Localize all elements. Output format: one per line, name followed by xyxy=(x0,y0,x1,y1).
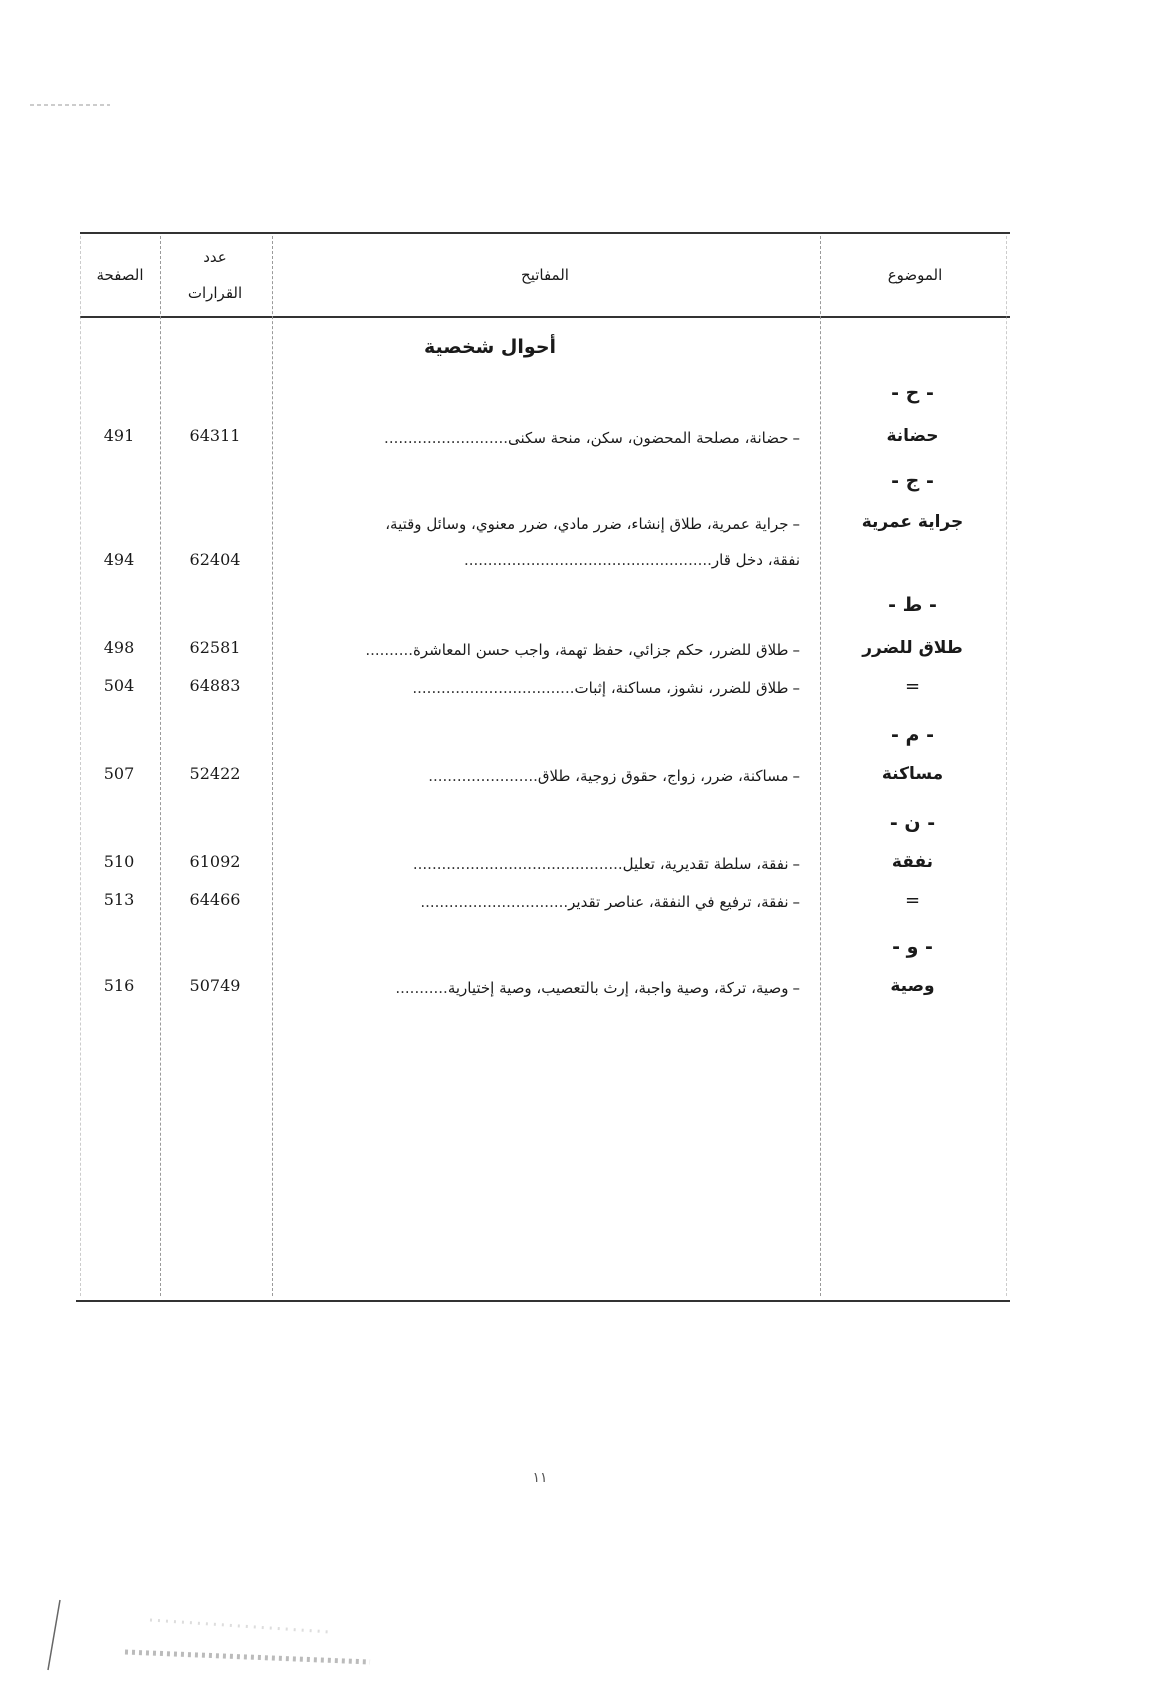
letter-heading: - ح - xyxy=(891,382,934,404)
leader-dots: ............................... xyxy=(420,893,569,911)
leader-dots: ....................... xyxy=(428,767,538,785)
scan-artifact-graphic xyxy=(30,1580,430,1680)
header-keywords: المفاتيح xyxy=(521,266,569,284)
keywords-line: طلاق للضرر، حكم جزائي، حفظ تهمة، واجب حسن المعاشرة xyxy=(413,641,789,659)
entry-keywords: –طلاق للضرر، حكم جزائي، حفظ تهمة، واجب حسن المعاشرة.......... xyxy=(365,641,800,659)
letter-heading: - م - xyxy=(891,724,934,746)
letter-heading: - و - xyxy=(892,936,933,958)
entry-topic: طلاق للضرر xyxy=(862,638,963,658)
page-number-cell: 504 xyxy=(103,676,135,695)
leader-dots: ............................................ xyxy=(412,855,623,873)
decision-number: 61092 xyxy=(189,852,241,871)
page-number-cell: 516 xyxy=(103,976,135,995)
page-number-cell: 491 xyxy=(103,426,135,445)
page-number-cell: 494 xyxy=(103,550,135,569)
entry-topic: جراية عمرية xyxy=(861,512,964,532)
header-decisions-count-top: عدد xyxy=(203,248,227,266)
keywords-line: نفقة، دخل قار xyxy=(711,551,800,569)
keywords-line: وصية، تركة، وصية واجبة، إرث بالتعصيب، وصية إختيارية xyxy=(447,979,789,997)
entry-topic: حضانة xyxy=(886,426,939,446)
keywords-line: مساكنة، ضرر، زواج، حقوق زوجية، طلاق xyxy=(537,767,789,785)
keywords-line: طلاق للضرر، نشوز، مساكنة، إثبات xyxy=(574,679,789,697)
column-divider-topic xyxy=(820,236,821,1296)
scan-artifact-graphic xyxy=(30,100,130,110)
table-bottom-rule xyxy=(76,1300,1010,1302)
letter-heading: - ط - xyxy=(888,594,937,616)
entry-topic: وصية xyxy=(890,976,935,996)
column-divider-keywords xyxy=(272,236,273,1296)
entry-keywords: –طلاق للضرر، نشوز، مساكنة، إثبات.................................. xyxy=(412,679,800,697)
section-title: أحوال شخصية xyxy=(423,336,557,358)
keywords-line: نفقة، سلطة تقديرية، تعليل xyxy=(622,855,789,873)
decision-number: 62404 xyxy=(189,550,241,569)
entry-keywords: –وصية، تركة، وصية واجبة، إرث بالتعصيب، وصية إختيارية........... xyxy=(395,979,800,997)
page-number-cell: 510 xyxy=(103,852,135,871)
entry-topic: نفقة xyxy=(891,852,934,872)
leader-dots: ........... xyxy=(395,979,448,997)
page-number-cell: 513 xyxy=(103,890,135,909)
entry-keywords: –حضانة، مصلحة المحضون، سكن، منحة سكنى.......................... xyxy=(384,429,800,447)
header-decisions-count-bottom: القرارات xyxy=(187,284,243,302)
entry-keywords: –نفقة، ترفيع في النفقة، عناصر تقدير............................... xyxy=(420,893,800,911)
keywords-line: نفقة، ترفيع في النفقة، عناصر تقدير xyxy=(568,893,789,911)
table-top-rule xyxy=(80,232,1010,234)
entry-topic: مساكنة xyxy=(881,764,944,784)
decision-number: 64883 xyxy=(189,676,241,695)
leader-dots: .......................... xyxy=(384,429,509,447)
letter-heading: - ن - xyxy=(889,812,936,834)
keywords-line: حضانة، مصلحة المحضون، سكن، منحة سكنى xyxy=(508,429,789,447)
decision-number: 64311 xyxy=(189,426,241,445)
column-divider-right xyxy=(1006,236,1007,1296)
entry-topic-ditto: = xyxy=(904,890,921,911)
leader-dots: .................................................... xyxy=(463,551,712,569)
letter-heading: - ج - xyxy=(891,470,934,492)
header-topic: الموضوع xyxy=(887,266,943,284)
entry-keywords: –نفقة، سلطة تقديرية، تعليل............................................ xyxy=(412,855,800,873)
keywords-line: جراية عمرية، طلاق إنشاء، ضرر مادي، ضرر معنوي، وسائل وقتية، xyxy=(385,515,789,533)
decision-number: 64466 xyxy=(189,890,241,909)
decision-number: 50749 xyxy=(189,976,241,995)
decision-number: 62581 xyxy=(189,638,241,657)
entry-keywords-continuation xyxy=(285,550,800,570)
leader-dots: .......... xyxy=(365,641,413,659)
entry-keywords: –جراية عمرية، طلاق إنشاء، ضرر مادي، ضرر معنوي، وسائل وقتية، xyxy=(385,515,800,533)
page-number-cell: 498 xyxy=(103,638,135,657)
entry-topic-ditto: = xyxy=(904,676,921,697)
leader-dots: .................................. xyxy=(412,679,575,697)
header-bottom-rule xyxy=(80,316,1010,318)
page-number-cell: 507 xyxy=(103,764,135,783)
decision-number: 52422 xyxy=(189,764,241,783)
page-footer-number: ١١ xyxy=(532,1470,548,1486)
header-page: الصفحة xyxy=(96,266,144,284)
entry-keywords: –مساكنة، ضرر، زواج، حقوق زوجية، طلاق....................... xyxy=(428,767,800,785)
